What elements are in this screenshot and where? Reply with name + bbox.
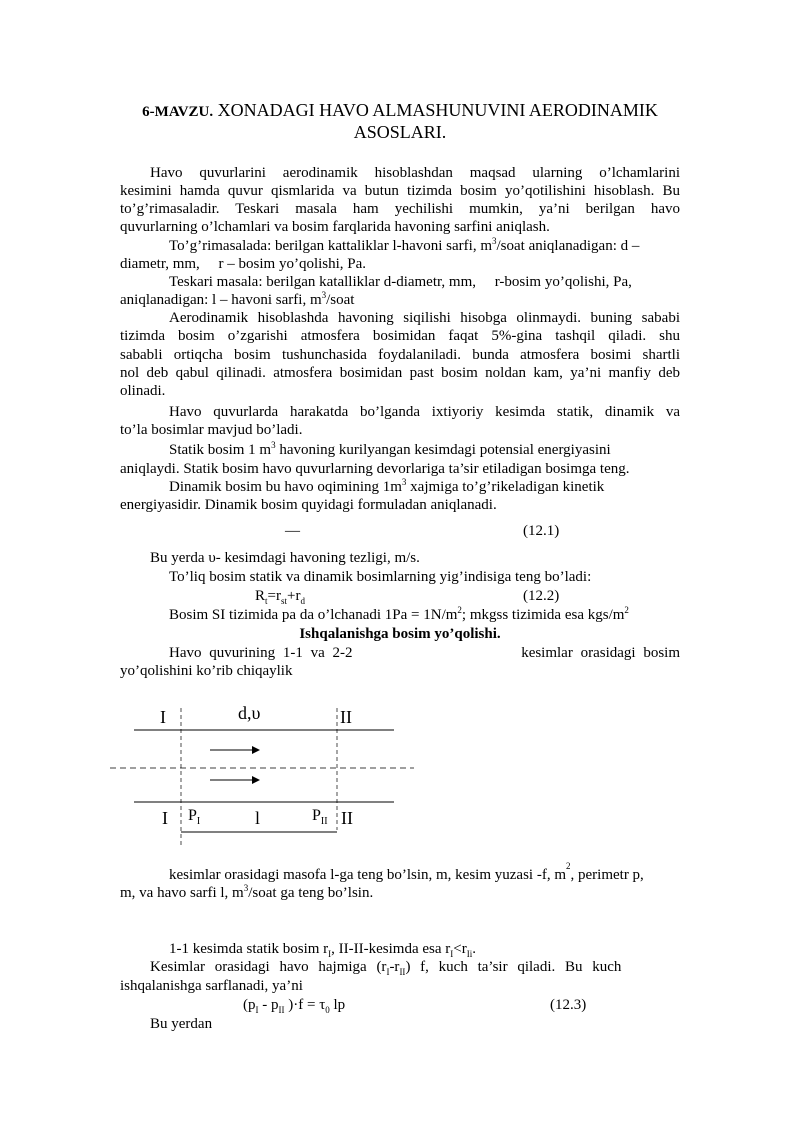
paragraph-line: Bu yerdan — [150, 1016, 213, 1032]
label-section-II-top: II — [340, 707, 352, 727]
paragraph-line: Havo quvurlarini aerodinamik hisoblashdan maqsad ularning o’lchamlarini — [150, 165, 680, 181]
paragraph-line: aniqlanadigan: l – havoni sarfi, $m^3$/soat — [120, 290, 355, 308]
equation-number: (12.3) — [550, 997, 587, 1013]
paragraph-line: Dinamik bosim bu havo oqimining $1m^3$ xajmiga to’g’rikeladigan kinetik — [169, 477, 605, 495]
paragraph-line: Bu yerda υ- kesimdagi havoning tezligi, m/s. — [150, 550, 420, 566]
paragraph-line: Kesimlar orasidagi havo hajmiga $(r_I-r_{II})$ f, kuch ta’sir qiladi. Bu kuch — [150, 959, 622, 977]
label-diameter-velocity: d,υ — [238, 703, 261, 723]
title-line2: ASOSLARI. — [353, 122, 447, 142]
paragraph-line: diametr, mm, r – bosim yo’qolishi, Pa. — [120, 256, 367, 272]
paragraph-line: aniqlaydi. Statik bosim havo quvurlarning devorlariga ta’sir etiladigan bosimga teng. — [120, 461, 630, 477]
label-section-I-bottom: I — [162, 808, 168, 828]
paragraph-line: Aerodinamik hisoblashda havoning siqilishi hisobga olinmaydi. buning sababi — [169, 310, 680, 326]
paragraph-line: to’g’rimasaladir. Teskari masala ham yechilishi mumkin, ya’ni berilgan havo — [120, 201, 680, 217]
flow-arrow-lower-head — [252, 776, 260, 784]
paragraph-line: Teskari masala: berilgan katalliklar d-diametr, mm, r-bosim yo’qolishi, Pa, — [169, 274, 632, 290]
paragraph-line: kesimini hamda quvur qismlarida va butun tizimda bosim yo’qotilishini hisoblash. Bu — [120, 183, 680, 199]
paragraph-line: To’liq bosim statik va dinamik bosimlarning yig’indisiga teng bo’ladi: — [169, 569, 592, 585]
paragraph-line: 1-1 kesimda statik bosim $r_I$, II-II-kesimda esa $r_I<r_{Ii}$. — [169, 941, 476, 959]
paragraph-line: yo’qolishini ko’rib chiqaylik — [120, 663, 293, 679]
section-heading: Ishqalanishga bosim yo’qolishi. — [299, 626, 501, 642]
label-length: l — [255, 808, 261, 828]
paragraph-line: Bosim SI tizimida pa da o’lchanadi $1Pa = 1N/m^2$; mkgss tizimida esa kgs/$m^2$ — [169, 605, 629, 623]
paragraph-line: ishqalanishga sarflanadi, ya’ni — [120, 978, 303, 994]
paragraph-line: energiyasidir. Dinamik bosim quyidagi formuladan aniqlanadi. — [120, 497, 497, 513]
paragraph-line: m, va havo sarfi l, $m^3$/soat ga teng bo’lsin. — [120, 883, 374, 901]
paragraph-line: kesimlar orasidagi masofa l-ga teng bo’lsin, m, kesim yuzasi -f, m 2 , perimetr p, — [169, 861, 644, 883]
paragraph-line: nol deb qabul qilinadi. atmosfera bosimidan past bosim noldan kam, ya’ni manfiy deb — [120, 365, 680, 381]
title-line1: XONADAGI HAVO ALMASHUNUVINI AERODINAMIK — [217, 100, 658, 120]
equation-fraction-bar: — — [285, 523, 300, 539]
paragraph-line: Havo quvurining 1-1 va 2-2 kesimlar orasidagi bosim — [169, 645, 680, 661]
paragraph-line: sababli ortiqcha bosim tushunchasida foydalaniladi. bunda atmosfera bosimi shartli — [120, 347, 680, 363]
label-section-I-top: I — [160, 707, 166, 727]
paragraph-line: To’g’rimasalada: berilgan kattaliklar l-havoni sarfi, $m^3$/soat aniqlanadigan: d – — [169, 236, 640, 254]
title-prefix: 6-MAVZU. — [142, 104, 214, 120]
equation-number: (12.1) — [523, 523, 560, 539]
label-pressure-II: $P_{II}$ — [312, 807, 328, 827]
equation-friction-balance: ($p_I - p_{II}$ )$\cdot f = \tau_0$ lp — [243, 997, 346, 1015]
equation-number: (12.2) — [523, 588, 560, 604]
paragraph-line: tizimda bosim o’zgarishi atmosfera bosimidan faqat 5%-gina tashqil qiladi. shu — [120, 328, 680, 344]
label-pressure-I: $P_I$ — [188, 807, 201, 827]
paragraph-line: to’la bosimlar mavjud bo’ladi. — [120, 422, 303, 438]
duct-section-diagram — [0, 690, 800, 850]
equation-total-pressure: $R_t=r_{st}+r_d$ — [255, 588, 305, 606]
label-section-II-bottom: II — [341, 808, 353, 828]
flow-arrow-upper-head — [252, 746, 260, 754]
paragraph-line: Havo quvurlarda harakatda bo’lganda ixtiyoriy kesimda statik, dinamik va — [169, 404, 680, 420]
paragraph-line: Statik bosim 1 $m^3$ havoning kurilyangan kesimdagi potensial energiyasini — [169, 440, 611, 458]
paragraph-line: quvurlarning o’lchamlari va bosim farqlarida havoning sarfini aniqlash. — [120, 219, 550, 235]
paragraph-line: olinadi. — [120, 383, 166, 399]
